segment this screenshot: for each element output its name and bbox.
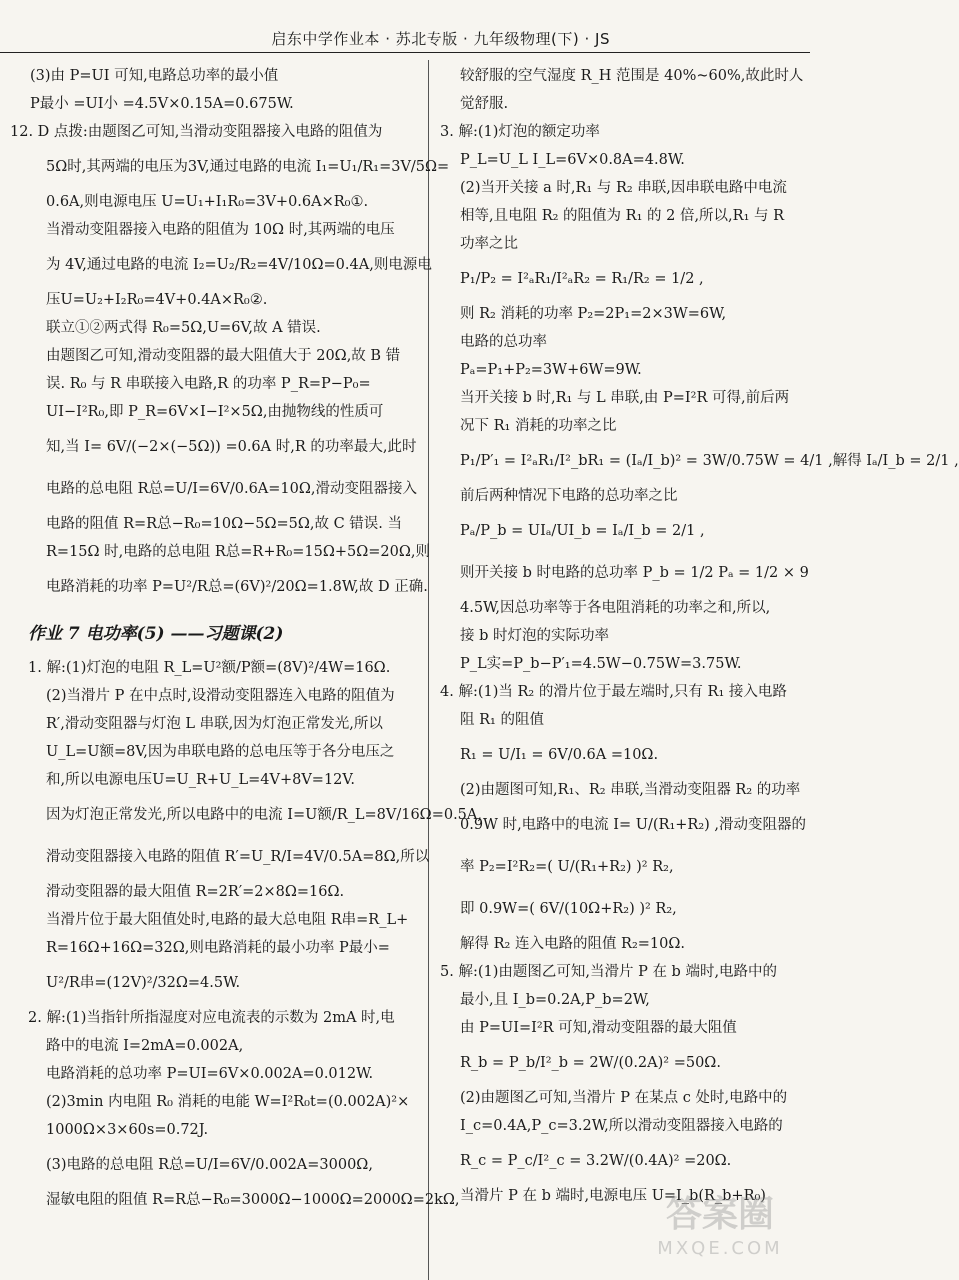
text-line: 压U=U₂+I₂R₀=4V+0.4A×R₀②. <box>46 292 268 308</box>
text-line: 最小,且 I_b=0.2A,P_b=2W, <box>460 992 650 1008</box>
column-divider <box>428 60 429 1280</box>
text-line: 因为灯泡正常发光,所以电路中的电流 I=U额/R_L=8V/16Ω=0.5A, <box>46 807 482 823</box>
text-line: 1000Ω×3×60s=0.72J. <box>46 1122 209 1138</box>
watermark-text: 答案圈 <box>665 1194 775 1235</box>
text-line: (2)3min 内电阻 R₀ 消耗的电能 W=I²R₀t=(0.002A)²× <box>46 1094 410 1110</box>
text-line: 电路的总功率 <box>460 334 547 350</box>
text-line: P₁/P₂ = I²ₐR₁/I²ₐR₂ = R₁/R₂ = 1/2 , <box>460 271 704 287</box>
text-line: 觉舒服. <box>460 96 509 112</box>
text-line: R_c = P_c/I²_c = 3.2W/(0.4A)² =20Ω. <box>460 1153 732 1169</box>
watermark-graphic <box>640 1182 800 1262</box>
text-line: P_L=U_L I_L=6V×0.8A=4.8W. <box>460 152 685 168</box>
text-line: 0.9W 时,电路中的电流 I= U/(R₁+R₂) ,滑动变阻器的 <box>460 817 807 833</box>
text-line: P_L实=P_b−P′₁=4.5W−0.75W=3.75W. <box>460 656 742 672</box>
text-line: R_b = P_b/I²_b = 2W/(0.2A)² =50Ω. <box>460 1055 721 1071</box>
text-line: 阻 R₁ 的阻值 <box>460 712 544 728</box>
text-line: 5Ω时,其两端的电压为3V,通过电路的电流 I₁=U₁/R₁=3V/5Ω= <box>46 159 450 175</box>
text-line: P₁/P′₁ = I²ₐR₁/I²_bR₁ = (Iₐ/I_b)² = 3W/0.75W = 4/1 ,解得 Iₐ/I_b = 2/1 , <box>460 453 959 469</box>
question-3: 3. 解:(1)灯泡的额定功率 <box>440 124 600 140</box>
text-line: (3)电路的总电阻 R总=U/I=6V/0.002A=3000Ω, <box>46 1157 373 1173</box>
text-line: 前后两种情况下电路的总功率之比 <box>460 488 678 504</box>
text-line: 解得 R₂ 连入电路的阻值 R₂=10Ω. <box>460 936 686 952</box>
text-line: 滑动变阻器的最大阻值 R=2R′=2×8Ω=16Ω. <box>46 884 345 900</box>
text-line: 由题图乙可知,滑动变阻器的最大阻值大于 20Ω,故 B 错 <box>46 348 401 364</box>
text-line: 当滑片 P 在 b 端时,电源电压 U=I_b(R_b+R₀) <box>460 1188 766 1204</box>
left-column <box>0 62 482 1214</box>
text-line: 和,所以电源电压U=U_R+U_L=4V+8V=12V. <box>46 772 355 788</box>
text-line: (2)当开关接 a 时,R₁ 与 R₂ 串联,因串联电路中电流 <box>460 180 787 196</box>
text-line: (3)由 P=UI 可知,电路总功率的最小值 <box>30 68 279 84</box>
text-line: 滑动变阻器接入电路的阻值 R′=U_R/I=4V/0.5A=8Ω,所以 <box>46 849 430 865</box>
text-line: 路中的电流 I=2mA=0.002A, <box>46 1038 244 1054</box>
right-column <box>440 62 959 1210</box>
question-5: 5. 解:(1)由题图乙可知,当滑片 P 在 b 端时,电路中的 <box>440 964 778 980</box>
question-2: 2. 解:(1)当指针所指湿度对应电流表的示数为 2mA 时,电 <box>28 1010 395 1026</box>
text-line: 率 P₂=I²R₂=( U/(R₁+R₂) )² R₂, <box>460 859 674 875</box>
text-line: U_L=U额=8V,因为串联电路的总电压等于各分电压之 <box>46 744 395 760</box>
text-line: 则开关接 b 时电路的总功率 P_b = 1/2 Pₐ = 1/2 × 9 <box>460 565 809 581</box>
watermark-sub: MXQE.COM <box>657 1238 783 1259</box>
text-line: 相等,且电阻 R₂ 的阻值为 R₁ 的 2 倍,所以,R₁ 与 R <box>460 208 785 224</box>
text-line: 电路的阻值 R=R总−R₀=10Ω−5Ω=5Ω,故 C 错误. 当 <box>46 516 403 532</box>
text-line: 较舒服的空气湿度 R_H 范围是 40%~60%,故此时人 <box>460 68 804 84</box>
text-line: (2)当滑片 P 在中点时,设滑动变阻器连入电路的阻值为 <box>46 688 395 704</box>
question-1: 1. 解:(1)灯泡的电阻 R_L=U²额/P额=(8V)²/4W=16Ω. <box>28 660 391 676</box>
text-line: 功率之比 <box>460 236 518 252</box>
text-line: R=16Ω+16Ω=32Ω,则电路消耗的最小功率 P最小= <box>46 940 390 956</box>
text-line: 电路消耗的总功率 P=UI=6V×0.002A=0.012W. <box>46 1066 374 1082</box>
text-line: 即 0.9W=( 6V/(10Ω+R₂) )² R₂, <box>460 901 677 917</box>
header-title: 启东中学作业本 · 苏北专版 · 九年级物理(下) · JS <box>271 30 610 48</box>
text-line: 当滑动变阻器接入电路的阻值为 10Ω 时,其两端的电压 <box>46 222 395 238</box>
text-line: 当开关接 b 时,R₁ 与 L 串联,由 P=I²R 可得,前后两 <box>460 390 790 406</box>
text-line: 知,当 I= 6V/(−2×(−5Ω)) =0.6A 时,R 的功率最大,此时 <box>46 439 417 455</box>
text-line: I_c=0.4A,P_c=3.2W,所以滑动变阻器接入电路的 <box>460 1118 783 1134</box>
text-line: UI−I²R₀,即 P_R=6V×I−I²×5Ω,由抛物线的性质可 <box>46 404 384 420</box>
question-4: 4. 解:(1)当 R₂ 的滑片位于最左端时,只有 R₁ 接入电路 <box>440 684 787 700</box>
text-line: 为 4V,通过电路的电流 I₂=U₂/R₂=4V/10Ω=0.4A,则电源电 <box>46 257 432 273</box>
page-header <box>0 0 810 53</box>
text-line: R=15Ω 时,电路的总电阻 R总=R+R₀=15Ω+5Ω=20Ω,则 <box>46 544 430 560</box>
watermark-logo <box>640 1182 800 1262</box>
text-line: 误. R₀ 与 R 串联接入电路,R 的功率 P_R=P−P₀= <box>46 376 371 392</box>
text-line: 4.5W,因总功率等于各电阻消耗的功率之和,所以, <box>460 600 771 616</box>
text-line: 当滑片位于最大阻值处时,电路的最大总电阻 R串=R_L+ <box>46 912 409 928</box>
text-line: 电路消耗的功率 P=U²/R总=(6V)²/20Ω=1.8W,故 D 正确. <box>46 579 428 595</box>
text-line: 电路的总电阻 R总=U/I=6V/0.6A=10Ω,滑动变阻器接入 <box>46 481 418 497</box>
text-line: 接 b 时灯泡的实际功率 <box>460 628 609 644</box>
text-line: 由 P=UI=I²R 可知,滑动变阻器的最大阻值 <box>460 1020 737 1036</box>
text-line: Pₐ/P_b = UIₐ/UI_b = Iₐ/I_b = 2/1 , <box>460 523 705 539</box>
section-title: 作业 7 电功率(5) ——习题课(2) <box>28 624 284 644</box>
text-line: 况下 R₁ 消耗的功率之比 <box>460 418 617 434</box>
text-line: U²/R串=(12V)²/32Ω=4.5W. <box>46 975 241 991</box>
text-line: 0.6A,则电源电压 U=U₁+I₁R₀=3V+0.6A×R₀①. <box>46 194 369 210</box>
text-line: (2)由题图乙可知,当滑片 P 在某点 c 处时,电路中的 <box>460 1090 788 1106</box>
text-line: R₁ = U/I₁ = 6V/0.6A =10Ω. <box>460 747 659 763</box>
text-line: (2)由题图可知,R₁、R₂ 串联,当滑动变阻器 R₂ 的功率 <box>460 782 801 798</box>
text-line: 联立①②两式得 R₀=5Ω,U=6V,故 A 错误. <box>46 320 321 336</box>
text-line: Pₐ=P₁+P₂=3W+6W=9W. <box>460 362 642 378</box>
text-line: P最小 =UI小 =4.5V×0.15A=0.675W. <box>30 96 294 112</box>
question-12: 12. D 点拨:由题图乙可知,当滑动变阻器接入电路的阻值为 <box>10 124 383 140</box>
text-line: 则 R₂ 消耗的功率 P₂=2P₁=2×3W=6W, <box>460 306 727 322</box>
text-line: 湿敏电阻的阻值 R=R总−R₀=3000Ω−1000Ω=2000Ω=2kΩ, <box>46 1192 460 1208</box>
text-line: R′,滑动变阻器与灯泡 L 串联,因为灯泡正常发光,所以 <box>46 716 383 732</box>
